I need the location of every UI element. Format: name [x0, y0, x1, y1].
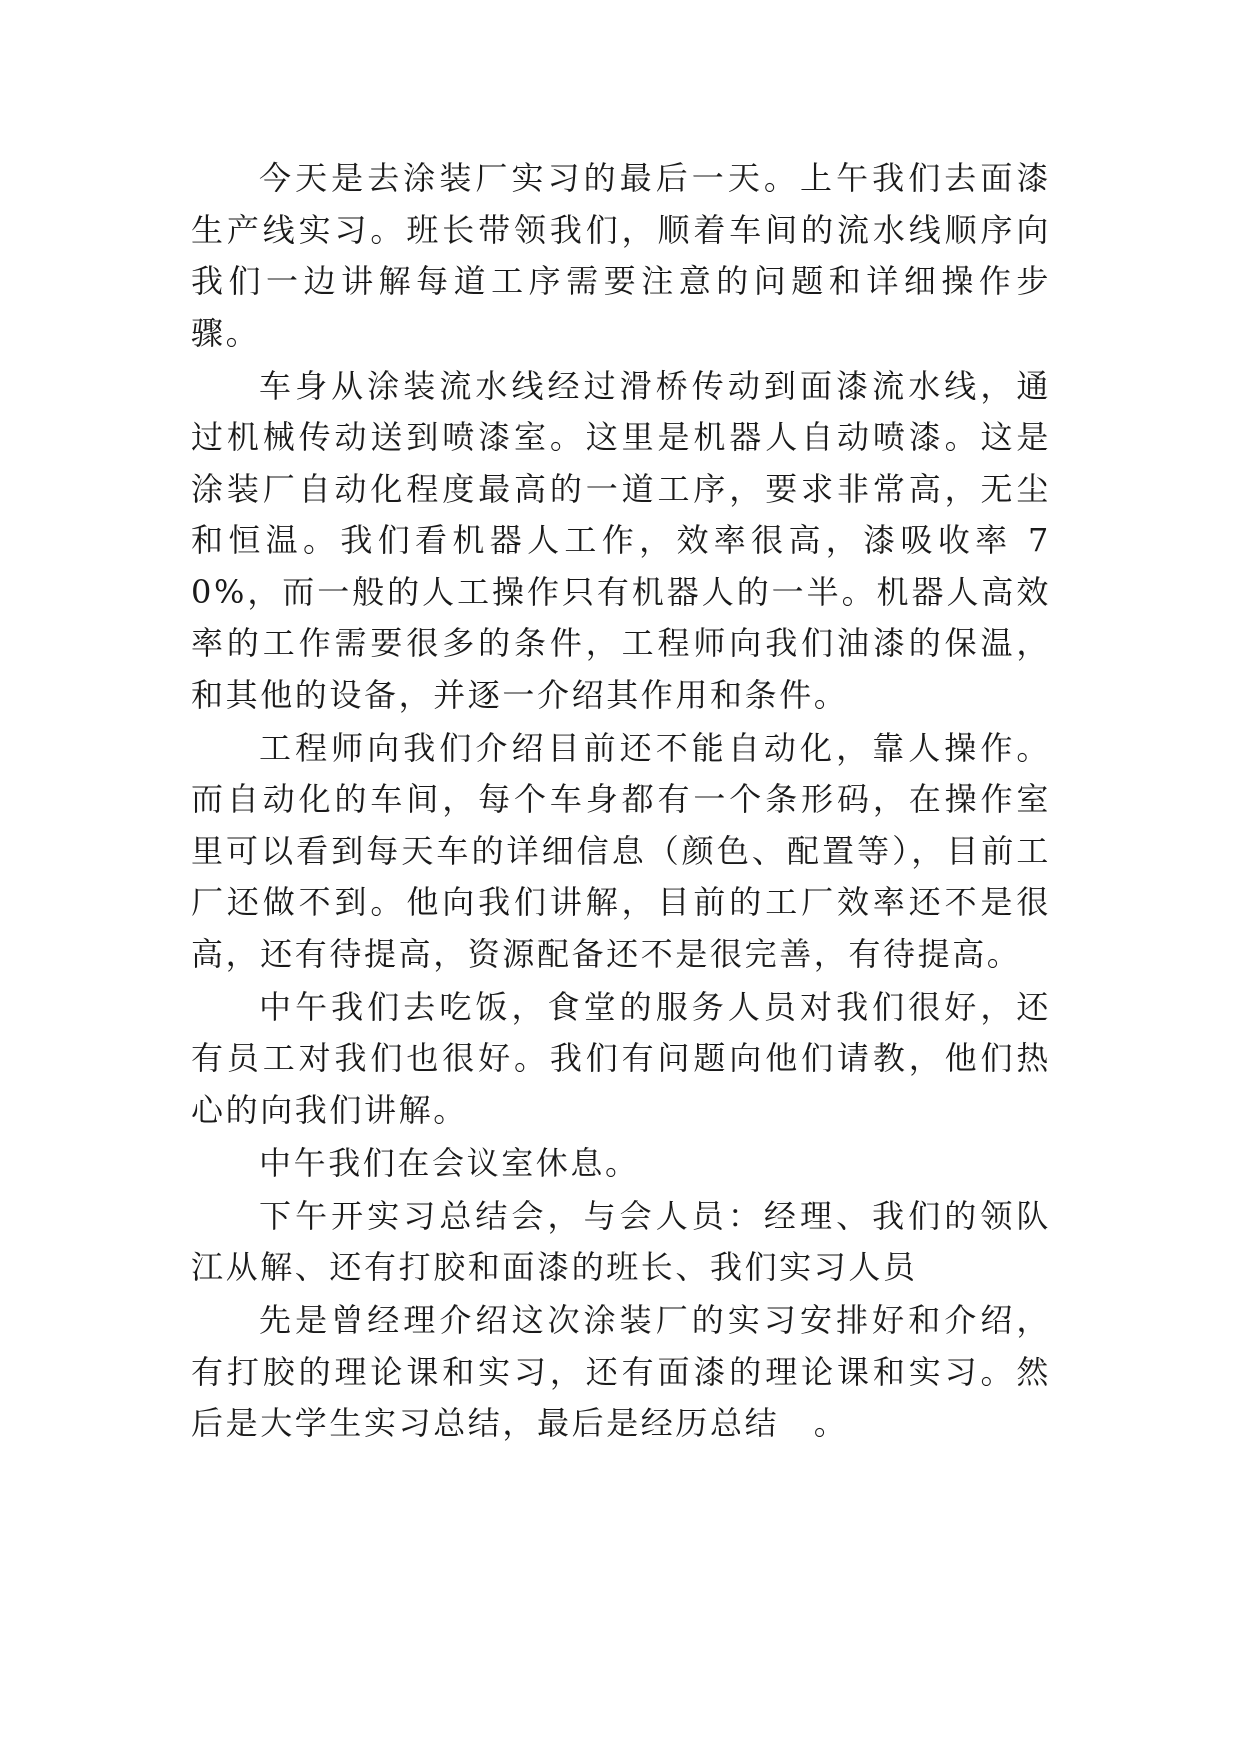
paragraph-5: 中午我们在会议室休息。 — [259, 1143, 640, 1182]
document-body — [191, 153, 1051, 1451]
paragraph-7: 先是曾经理介绍这次涂装厂的实习安排好和介绍，有打胶的理论课和实习，还有面漆的理论课和实习。然后是大学生实习总结，最后是经历总结 。 — [191, 1301, 1051, 1442]
paragraph-3: 工程师向我们介绍目前还不能自动化，靠人操作。而自动化的车间，每个车身都有一个条形码，在操作室里可以看到每天车的详细信息（颜色、配置等），目前工厂还做不到。他向我们讲解，目前的工厂效率还不是很高，还有待提高，资源配备还不是很完善，有待提高。 — [191, 728, 1051, 973]
paragraph-2: 车身从涂装流水线经过滑桥传动到面漆流水线，通过机械传动送到喷漆室。这里是机器人自动喷漆。这是涂装厂自动化程度最高的一道工序，要求非常高，无尘和恒温。我们看机器人工作，效率很高，漆吸收率 70%，而一般的人工操作只有机器人的一半。机器人高效率的工作需要很多的条件，工程师向我们油漆的保温，和其他的设备，并逐一介绍其作用和条件。 — [191, 366, 1051, 714]
paragraph-1: 今天是去涂装厂实习的最后一天。上午我们去面漆生产线实习。班长带领我们，顺着车间的流水线顺序向我们一边讲解每道工序需要注意的问题和详细操作步骤。 — [191, 159, 1051, 352]
paragraph-4: 中午我们去吃饭，食堂的服务人员对我们很好，还有员工对我们也很好。我们有问题向他们请教，他们热心的向我们讲解。 — [191, 987, 1051, 1129]
paragraph-6: 下午开实习总结会，与会人员：经理、我们的领队江从解、还有打胶和面漆的班长、我们实习人员 — [191, 1196, 1051, 1286]
